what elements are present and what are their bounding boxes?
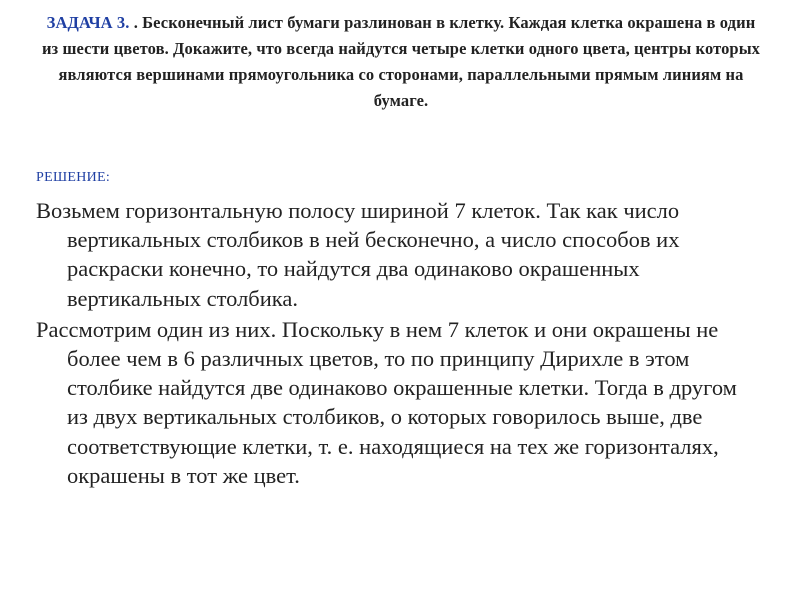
solution-paragraph-1: Возьмем горизонтальную полосу шириной 7 клеток. Так как число вертикальных столбиков в ней бесконечно, а число способов их раскраски конечно, то найдутся два одинаково окрашенных вертикальных столбика. — [36, 198, 680, 311]
problem-label: ЗАДАЧА 3. — [46, 13, 130, 32]
solution-label: РЕШЕНИЕ: — [36, 170, 111, 185]
problem-text: . Бесконечный лист бумаги разлинован в клетку. Каждая клетка окрашена в один из шести цветов. Докажите, что всегда найдутся четыре клетки одного цвета, центры которых являются вершинами прямоугольника со сторонами, параллельными прямым линиям на бумаге. — [41, 13, 761, 110]
solution-paragraph-2: Рассмотрим один из них. Поскольку в нем 7 клеток и они окрашены не более чем в 6 различных цветов, то по принципу Дирихле в этом столбике найдутся две одинаково окрашенные клетки. Тогда в другом из двух вертикальных столбиков, о которых говорилось выше, две соответствующие клетки, т. е. находящиеся на тех же горизонталях, окрашены в тот же цвет. — [36, 316, 737, 488]
solution-body — [36, 196, 756, 492]
problem-statement — [40, 10, 762, 114]
